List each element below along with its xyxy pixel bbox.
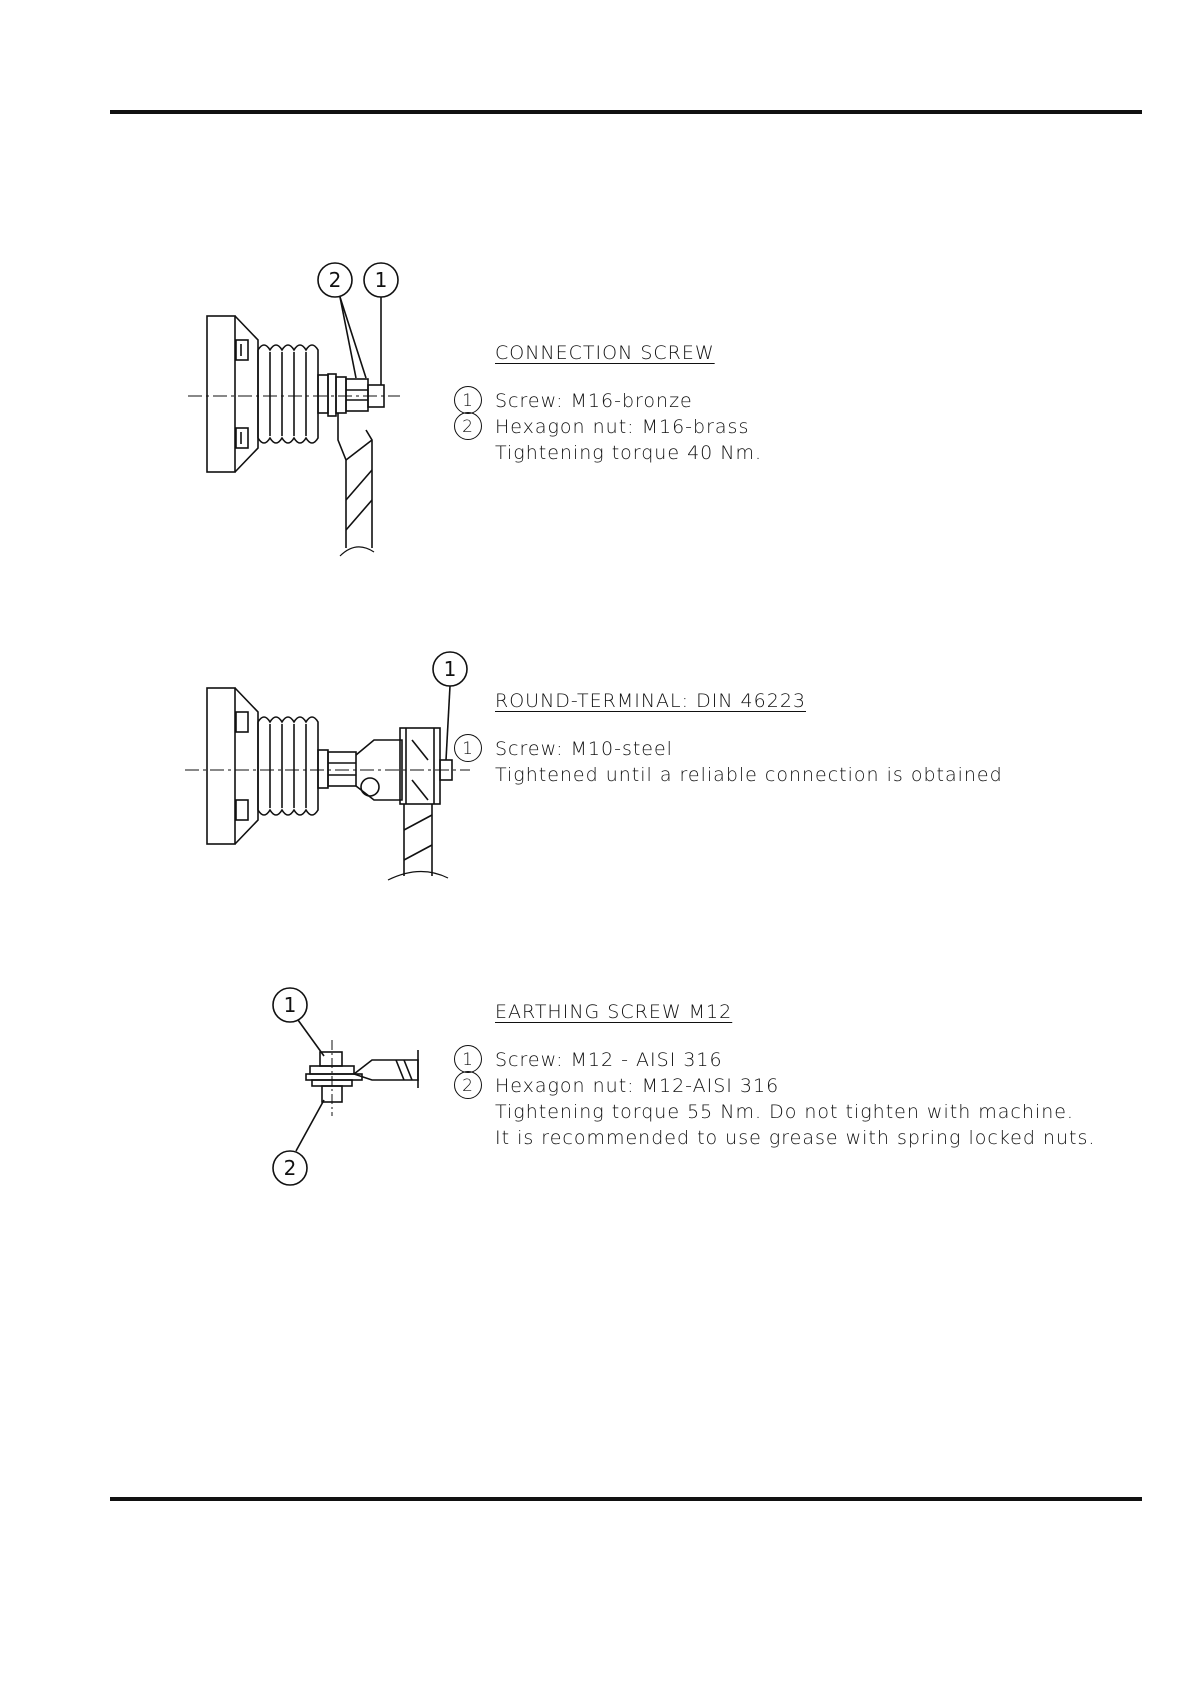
legend-row — [495, 1099, 1095, 1125]
insulator-sheds-2 — [258, 717, 328, 815]
earthing-assembly-3 — [306, 1040, 418, 1116]
legend-row — [462, 388, 762, 414]
item-text: Screw: M12 - AISI 316 — [495, 1049, 723, 1071]
legend-title: CONNECTION SCREW — [495, 342, 715, 364]
insulator-sheds-1 — [258, 345, 328, 443]
legend-row — [462, 1073, 1095, 1099]
item-text: Hexagon nut: M16-brass — [495, 416, 750, 438]
legend-connection-screw — [462, 340, 763, 466]
hex-nuts-1 — [328, 374, 368, 416]
item-text: Screw: M10-steel — [495, 738, 673, 760]
legend-row — [495, 1125, 1095, 1151]
legend-row — [462, 736, 1003, 762]
callout-1b: 1 — [374, 268, 388, 292]
item-text: Tightened until a reliable connection is obtained — [495, 764, 1003, 786]
legend-round-terminal — [462, 688, 1003, 788]
bushing-flange-1 — [207, 316, 258, 472]
callout-3b: 2 — [283, 1156, 297, 1180]
item-text: Hexagon nut: M12-AISI 316 — [495, 1075, 780, 1097]
item-marker: 1 — [454, 1045, 482, 1073]
busbar-2 — [388, 804, 448, 880]
bushing-flange-2 — [207, 688, 258, 844]
item-marker: 1 — [454, 734, 482, 762]
item-marker: 1 — [454, 386, 482, 414]
legend-row — [462, 1047, 1095, 1073]
legend-row — [462, 414, 762, 440]
round-terminal-2 — [356, 728, 452, 804]
legend-row — [495, 762, 1003, 788]
callout-2a: 1 — [443, 657, 457, 681]
terminal-nut-2 — [328, 752, 356, 786]
legend-title: ROUND-TERMINAL: DIN 46223 — [495, 690, 806, 712]
busbar-1 — [338, 413, 374, 556]
legend-row — [495, 440, 762, 466]
item-text: It is recommended to use grease with spring locked nuts. — [495, 1127, 1096, 1149]
item-text: Screw: M16-bronze — [495, 390, 693, 412]
callout-3a: 1 — [283, 993, 297, 1017]
item-text: Tightening torque 40 Nm. — [495, 442, 763, 464]
item-marker: 2 — [454, 1071, 482, 1099]
item-marker: 2 — [454, 412, 482, 440]
item-text: Tightening torque 55 Nm. Do not tighten with machine. — [495, 1101, 1074, 1123]
legend-title: EARTHING SCREW M12 — [495, 1001, 733, 1023]
legend-earthing-screw — [462, 999, 1096, 1151]
callout-1a: 2 — [328, 268, 342, 292]
